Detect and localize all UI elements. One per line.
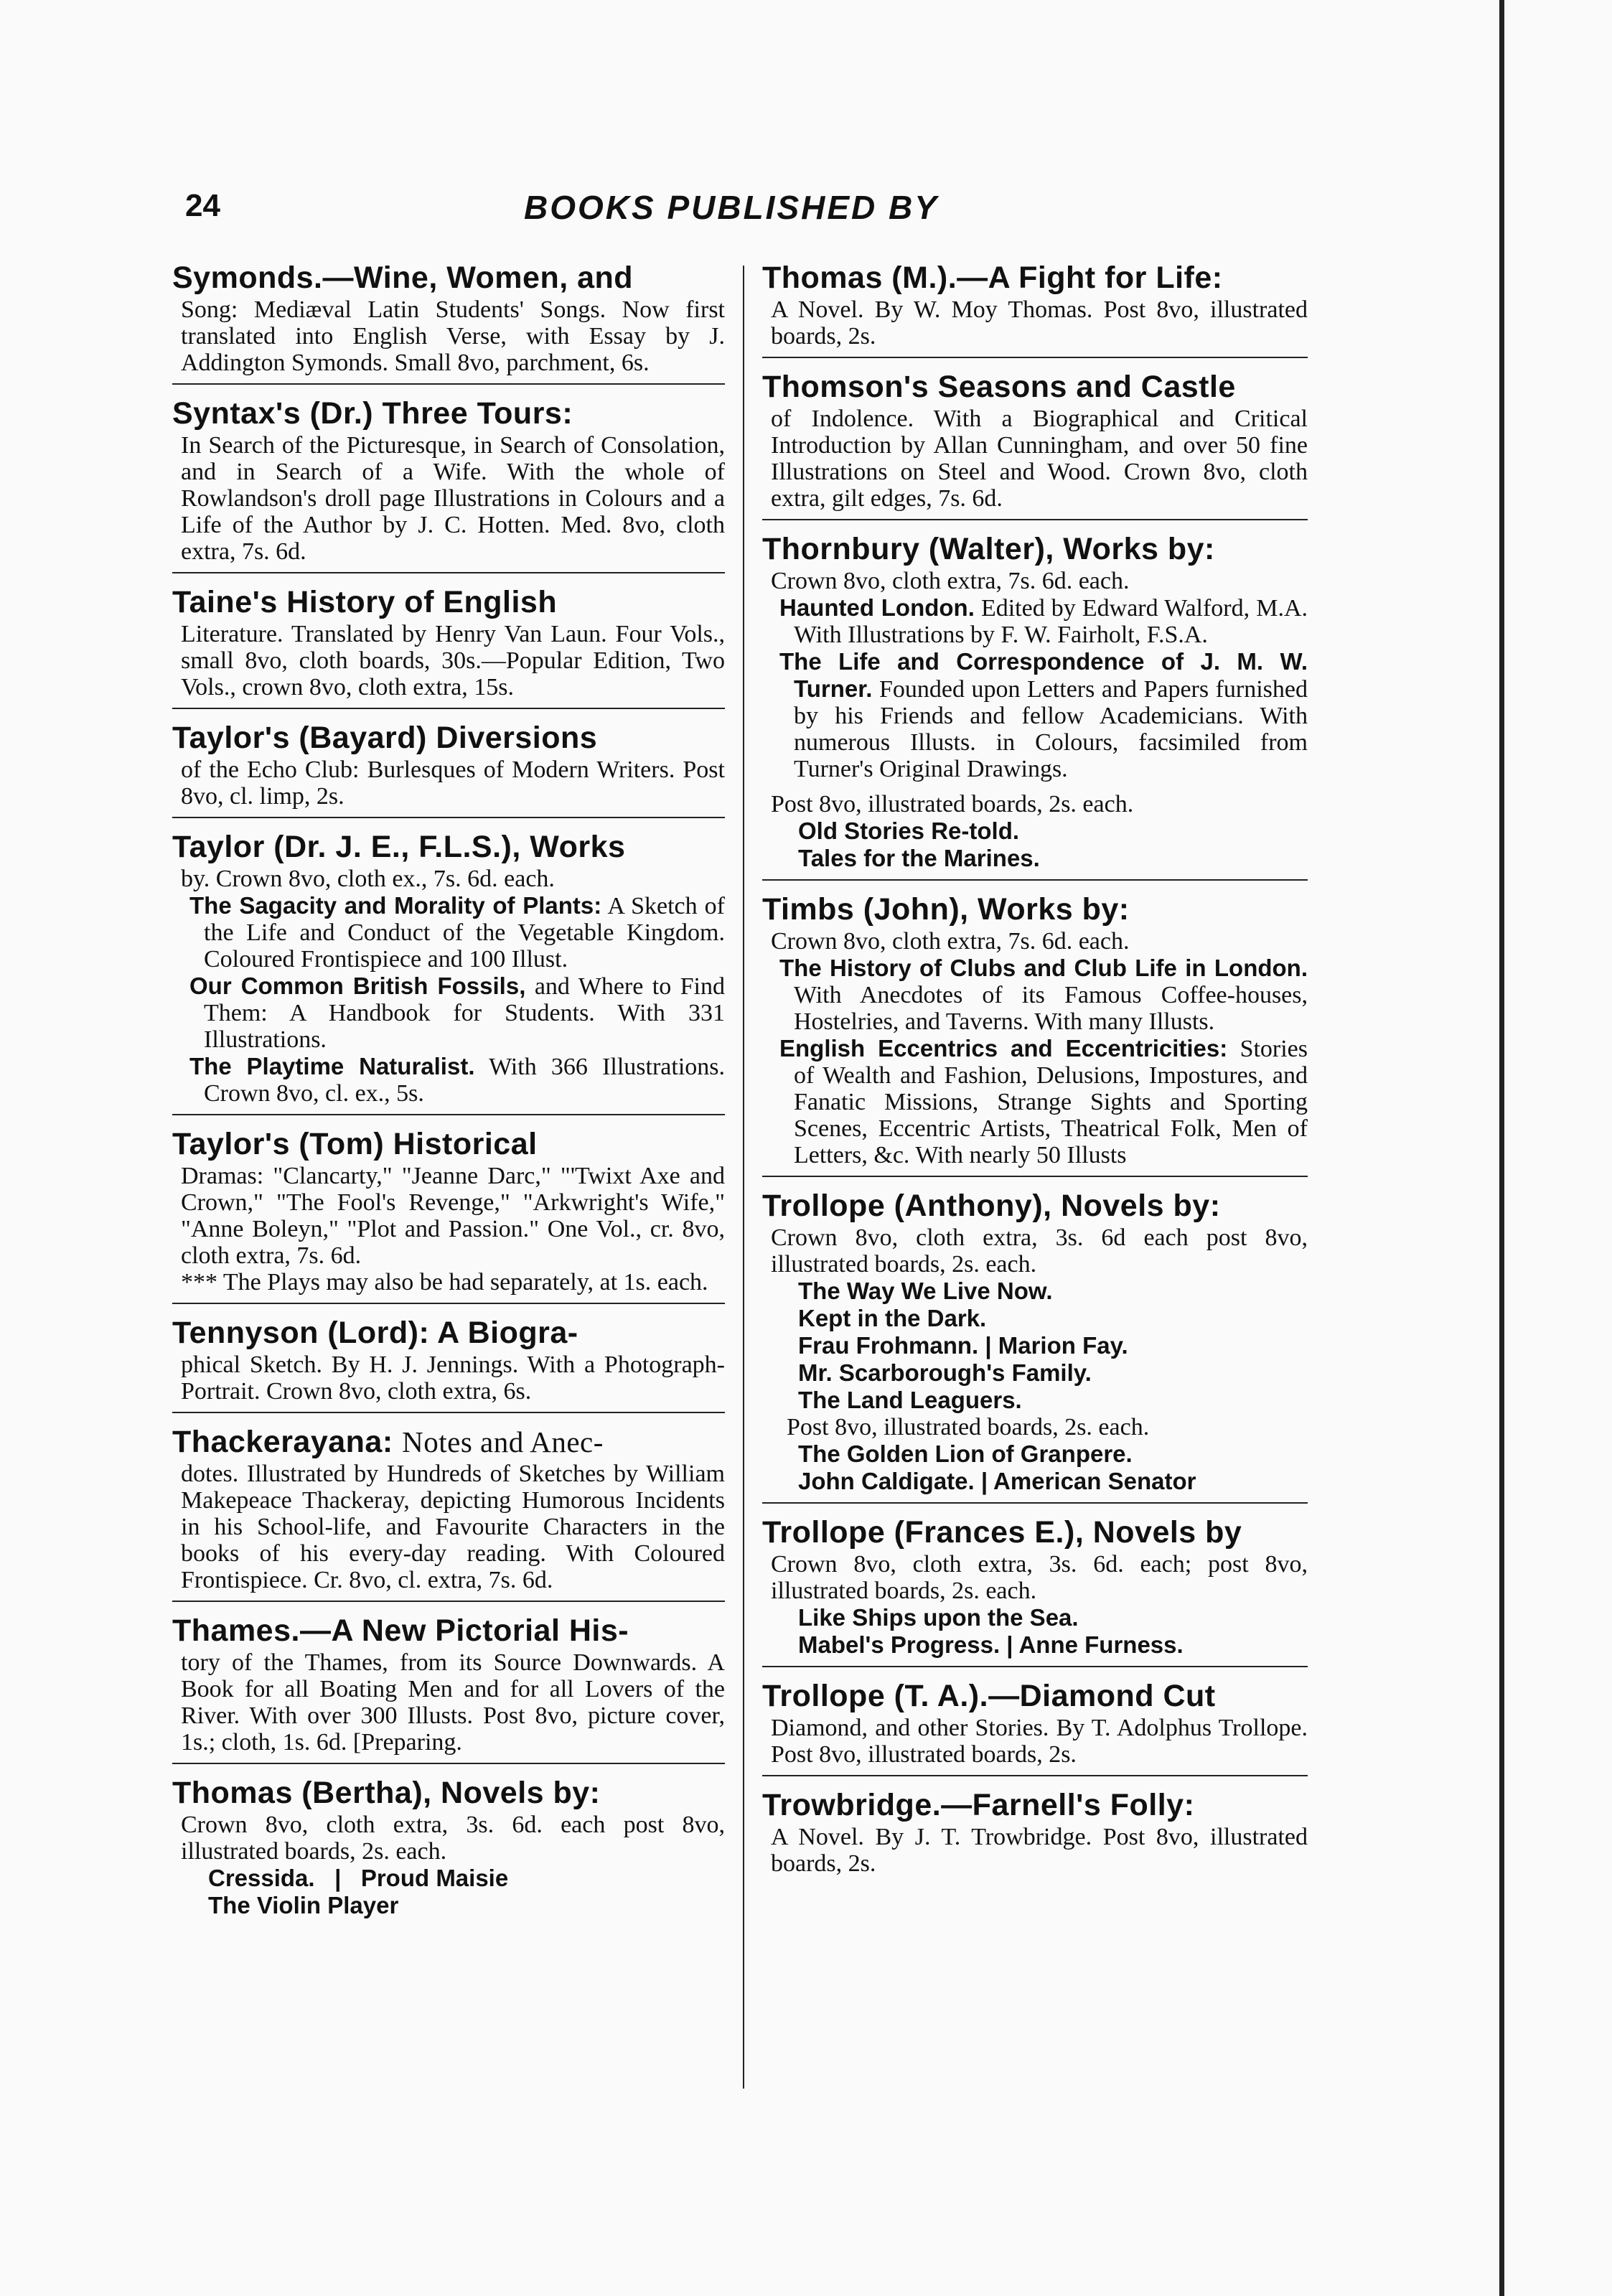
entry-body: Crown 8vo, cloth extra, 3s. 6d. each; post 8vo, illustrated boards, 2s. each. (771, 1551, 1308, 1604)
entry-thomson (762, 364, 1308, 520)
novel-title: John Caldigate. | American Senator (798, 1468, 1196, 1494)
entry-heading: Thomas (Bertha), Novels by: (172, 1776, 601, 1810)
entry-heading: Syntax's (Dr.) Three Tours: (172, 396, 573, 431)
entry-thornbury (762, 526, 1308, 881)
sub-item-text: A Sketch of the Life and Conduct of the Vegetable Kingdom. Coloured Frontispiece and 100 Illust. (204, 893, 725, 973)
right-column (762, 255, 1308, 1890)
entry-taylor-tom (172, 1121, 725, 1304)
novel-title: Kept in the Dark. (798, 1305, 987, 1331)
novel-title: Mabel's Progress. | Anne Furness. (798, 1631, 1184, 1658)
novel-titles: Cressida. | Proud Maisie (208, 1865, 509, 1891)
entry-heading: Taylor's (Tom) Historical (172, 1127, 538, 1161)
entry-taylor-bayard (172, 715, 725, 818)
novel-title: The Land Leaguers. (798, 1387, 1022, 1413)
entry-heading: Thames.—A New Pictorial His- (172, 1613, 629, 1648)
entry-heading: Thornbury (Walter), Works by: (762, 532, 1215, 566)
sub-item (771, 648, 1308, 782)
entry-heading: Thomas (M.).—A Fight for Life: (762, 261, 1223, 295)
page-edge-shadow (1499, 0, 1504, 2296)
entry-heading: Trowbridge.—Farnell's Folly: (762, 1788, 1195, 1822)
page-header (172, 188, 1306, 238)
entry-trollope-frances (762, 1509, 1308, 1667)
heading-rest: Notes and Anec- (402, 1425, 604, 1458)
sub-item-title: English Eccentrics and Eccentricities: (779, 1035, 1228, 1062)
entry-note: *** The Plays may also be had separately, at 1s. each. (181, 1269, 708, 1295)
sub-item-title: The Life and Correspondence of J. M. W. Turner. (779, 648, 1308, 702)
novel-title: Frau Frohmann. | Marion Fay. (798, 1332, 1128, 1359)
entry-taine (172, 579, 725, 709)
sub-item (771, 1035, 1308, 1168)
sub-item-text: Edited by Edward Walford, M.A. With Illustrations by F. W. Fairholt, F.S.A. (794, 595, 1308, 648)
entry-body: Diamond, and other Stories. By T. Adolphus Trollope. Post 8vo, illustrated boards, 2s. (771, 1715, 1308, 1768)
entry-heading: Trollope (Frances E.), Novels by (762, 1515, 1242, 1550)
novel-title: Like Ships upon the Sea. (798, 1604, 1079, 1631)
sub-item-title: The Sagacity and Morality of Plants: (189, 892, 602, 919)
entry-thomas-bertha (172, 1770, 725, 1926)
entry-body: tory of the Thames, from its Source Downwards. A Book for all Boating Men and for all Lovers of the River. With over 300 Illusts. Post 8vo, picture cover, 1s.; cloth, 1s. 6d. [Preparing. (181, 1649, 725, 1756)
novel-title: Tales for the Marines. (798, 845, 1040, 871)
entry-body: Song: Mediæval Latin Students' Songs. Now first translated into English Verse, with Essay by J. Addington Symonds. Small 8vo, parchment, 6s. (181, 296, 725, 376)
entry-tennyson (172, 1310, 725, 1413)
entry-post: Post 8vo, illustrated boards, 2s. each. (771, 791, 1134, 817)
novel-titles: The Violin Player (208, 1892, 399, 1918)
sub-item (181, 892, 725, 973)
sub-item-title: The History of Clubs and Club Life in London. (779, 955, 1308, 981)
sub-item-title: The Playtime Naturalist. (189, 1053, 475, 1079)
entry-heading (172, 1423, 725, 1461)
running-head: BOOKS PUBLISHED BY (524, 189, 939, 226)
entry-body: Crown 8vo, cloth extra, 3s. 6d each post 8vo, illustrated boards, 2s. each. (771, 1224, 1308, 1278)
entry-body: A Novel. By W. Moy Thomas. Post 8vo, illustrated boards, 2s. (771, 296, 1308, 350)
entry-body: Literature. Translated by Henry Van Laun. Four Vols., small 8vo, cloth boards, 30s.—Popular Edition, Two Vols., crown 8vo, cloth extra, 15s. (181, 621, 725, 700)
entry-heading: Symonds.—Wine, Women, and (172, 261, 634, 295)
entry-heading: Taylor's (Bayard) Diversions (172, 721, 598, 755)
entry-heading: Taine's History of English (172, 585, 558, 619)
entry-taylor-je (172, 824, 725, 1115)
entry-heading: Thomson's Seasons and Castle (762, 370, 1236, 404)
entry-body: In Search of the Picturesque, in Search of Consolation, and in Search of a Wife. With the whole of Rowlandson's droll page Illustrations in Colours and a Life of the Author by J. C. Hotten. Med. 8vo, cloth extra, 7s. 6d. (181, 432, 725, 565)
entry-symonds (172, 255, 725, 385)
entry-trowbridge (762, 1782, 1308, 1884)
entry-timbs (762, 886, 1308, 1177)
entry-heading: Taylor (Dr. J. E., F.L.S.), Works (172, 830, 626, 864)
sub-item-text: and Where to Find Them: A Handbook for Students. With 331 Illustrations. (204, 973, 725, 1053)
entry-body: Crown 8vo, cloth extra, 7s. 6d. each. (771, 928, 1130, 955)
entry-body: A Novel. By J. T. Trowbridge. Post 8vo, illustrated boards, 2s. (771, 1824, 1308, 1877)
entry-heading: Timbs (John), Works by: (762, 892, 1130, 927)
sub-item-text: With Anecdotes of its Famous Coffee-houses, Hostelries, and Taverns. With many Illusts. (794, 982, 1308, 1035)
left-column (172, 255, 725, 1932)
entry-body: Crown 8vo, cloth extra, 7s. 6d. each. (771, 568, 1130, 594)
entry-heading: Tennyson (Lord): A Biogra- (172, 1316, 578, 1350)
entry-heading: Trollope (T. A.).—Diamond Cut (762, 1679, 1216, 1713)
entry-thomas-m (762, 255, 1308, 358)
novel-title: The Golden Lion of Granpere. (798, 1440, 1133, 1467)
entry-trollope-anthony (762, 1183, 1308, 1504)
entry-body: by. Crown 8vo, cloth ex., 7s. 6d. each. (181, 866, 555, 892)
entry-body: Dramas: "Clancarty," "Jeanne Darc," "'Twixt Axe and Crown," "The Fool's Revenge," "Arkwright's Wife," "Anne Boleyn," "Plot and Passion." One Vol., cr. 8vo, cloth extra, 7s. 6d. (181, 1163, 725, 1269)
sub-item (771, 594, 1308, 648)
sub-item-text: Stories of Wealth and Fashion, Delusions, Impostures, and Fanatic Missions, Strange Sights and Sporting Scenes, Eccentric Artists, Theatrical Folk, Men of Letters, &c. With nearly 50 Illusts (794, 1036, 1308, 1168)
sub-item-text: With 366 Illustrations. Crown 8vo, cl. ex., 5s. (204, 1054, 725, 1107)
heading-bold: Thackerayana: (172, 1425, 393, 1459)
sub-item (771, 955, 1308, 1035)
entry-body: of the Echo Club: Burlesques of Modern Writers. Post 8vo, cl. limp, 2s. (181, 756, 725, 810)
entry-body: phical Sketch. By H. J. Jennings. With a Photograph-Portrait. Crown 8vo, cloth extra, 6s. (181, 1351, 725, 1405)
entry-heading: Trollope (Anthony), Novels by: (762, 1189, 1221, 1223)
entry-thackerayana (172, 1419, 725, 1602)
entry-syntax (172, 390, 725, 573)
entry-body: of Indolence. With a Biographical and Critical Introduction by Allan Cunningham, and over 50 fine Illustrations on Steel and Wood. Crown 8vo, cloth extra, gilt edges, 7s. 6d. (771, 406, 1308, 512)
entry-body: dotes. Illustrated by Hundreds of Sketches by William Makepeace Thackeray, depicting Humorous Incidents in his School-life, and Favourite Characters in the books of his every-day reading. With Coloured Frontispiece. Cr. 8vo, cl. extra, 7s. 6d. (181, 1461, 725, 1593)
novel-title: Old Stories Re-told. (798, 817, 1020, 844)
entry-trollope-ta (762, 1673, 1308, 1776)
sub-item-title: Haunted London. (779, 594, 975, 621)
sub-item (181, 973, 725, 1053)
entry-thames (172, 1608, 725, 1764)
page-number: 24 (185, 188, 220, 223)
sub-item-title: Our Common British Fossils, (189, 973, 526, 999)
sub-item (181, 1053, 725, 1107)
novel-title: The Way We Live Now. (798, 1278, 1053, 1304)
sub-item-text: Founded upon Letters and Papers furnished by his Friends and fellow Academicians. With numerous Illusts. in Colours, facsimiled from Turner's Original Drawings. (794, 676, 1308, 782)
entry-body: Crown 8vo, cloth extra, 3s. 6d. each post 8vo, illustrated boards, 2s. each. (181, 1812, 725, 1865)
entry-post: Post 8vo, illustrated boards, 2s. each. (787, 1414, 1150, 1440)
novel-title: Mr. Scarborough's Family. (798, 1359, 1092, 1386)
column-divider (743, 266, 744, 2089)
